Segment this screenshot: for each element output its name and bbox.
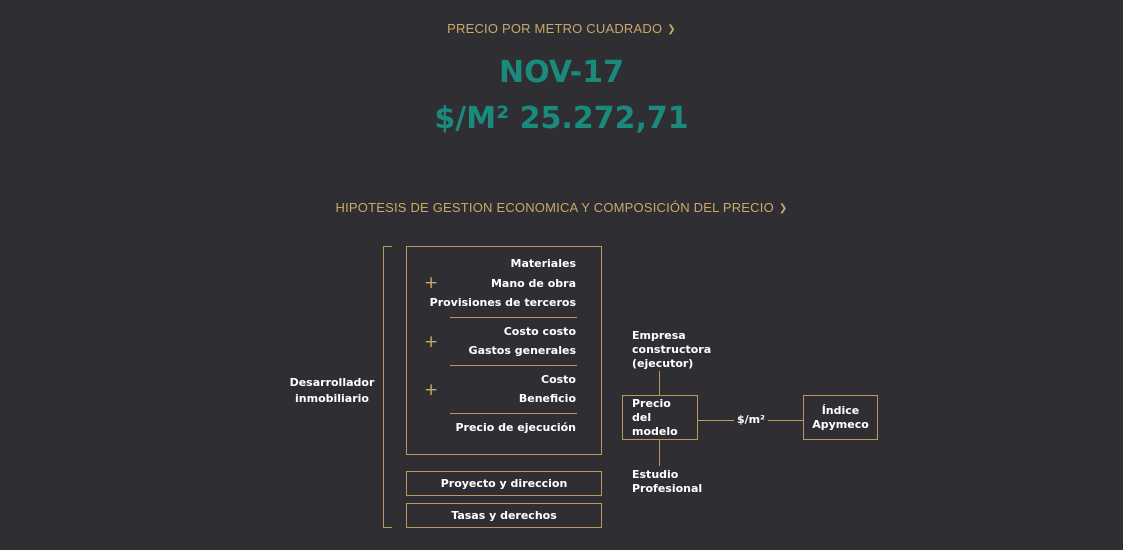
unit-label: $/m² [737, 413, 765, 426]
connector-line [768, 420, 803, 421]
price-per-m2-toggle[interactable] [0, 21, 1123, 36]
price-per-m2-label: PRECIO POR METRO CUADRADO [447, 21, 663, 36]
price-value: $/M² 25.272,71 [434, 101, 689, 136]
precio-ejecucion-label: Precio de ejecución [455, 421, 576, 434]
costo-label: Costo [541, 373, 576, 386]
connector-line [659, 371, 660, 395]
indice-apymeco-box [803, 395, 878, 440]
plus-icon: + [424, 332, 439, 352]
chevron-down-icon: ❯ [778, 203, 788, 214]
proyecto-direccion-box: Proyecto y direccion [406, 471, 602, 496]
bracket-top-tick [383, 246, 392, 247]
bracket-bottom-tick [383, 527, 392, 528]
separator [450, 365, 577, 366]
precio-modelo-box [622, 395, 698, 440]
indice-apymeco-label: Índice Apymeco [812, 403, 869, 431]
precio-modelo-label: Precio del modelo [632, 396, 678, 438]
period-value: NOV-17 [498, 55, 625, 90]
connector-line [698, 420, 734, 421]
plus-icon: + [424, 380, 439, 400]
empresa-constructora-label: Empresa constructora (ejecutor) [632, 329, 712, 370]
estudio-profesional-label: Estudio Profesional [632, 468, 703, 495]
gastos-generales-label: Gastos generales [468, 344, 576, 357]
bracket-line [383, 246, 384, 527]
tasas-derechos-box: Tasas y derechos [406, 503, 602, 528]
beneficio-label: Beneficio [518, 392, 576, 405]
mano-de-obra-label: Mano de obra [490, 277, 576, 290]
materiales-label: Materiales [510, 257, 576, 270]
chevron-down-icon: ❯ [667, 24, 676, 35]
separator [450, 413, 577, 414]
hypothesis-label: HIPOTESIS DE GESTION ECONOMICA Y COMPOSICIÓN DEL PRECIO [335, 200, 774, 215]
connector-line [659, 440, 660, 466]
hypothesis-toggle[interactable] [0, 200, 1123, 215]
provisiones-label: Provisiones de terceros [429, 296, 576, 309]
plus-icon: + [424, 273, 439, 293]
costo-costo-label: Costo costo [503, 325, 576, 338]
separator [450, 317, 577, 318]
developer-label: Desarrollador inmobiliario [289, 376, 375, 405]
